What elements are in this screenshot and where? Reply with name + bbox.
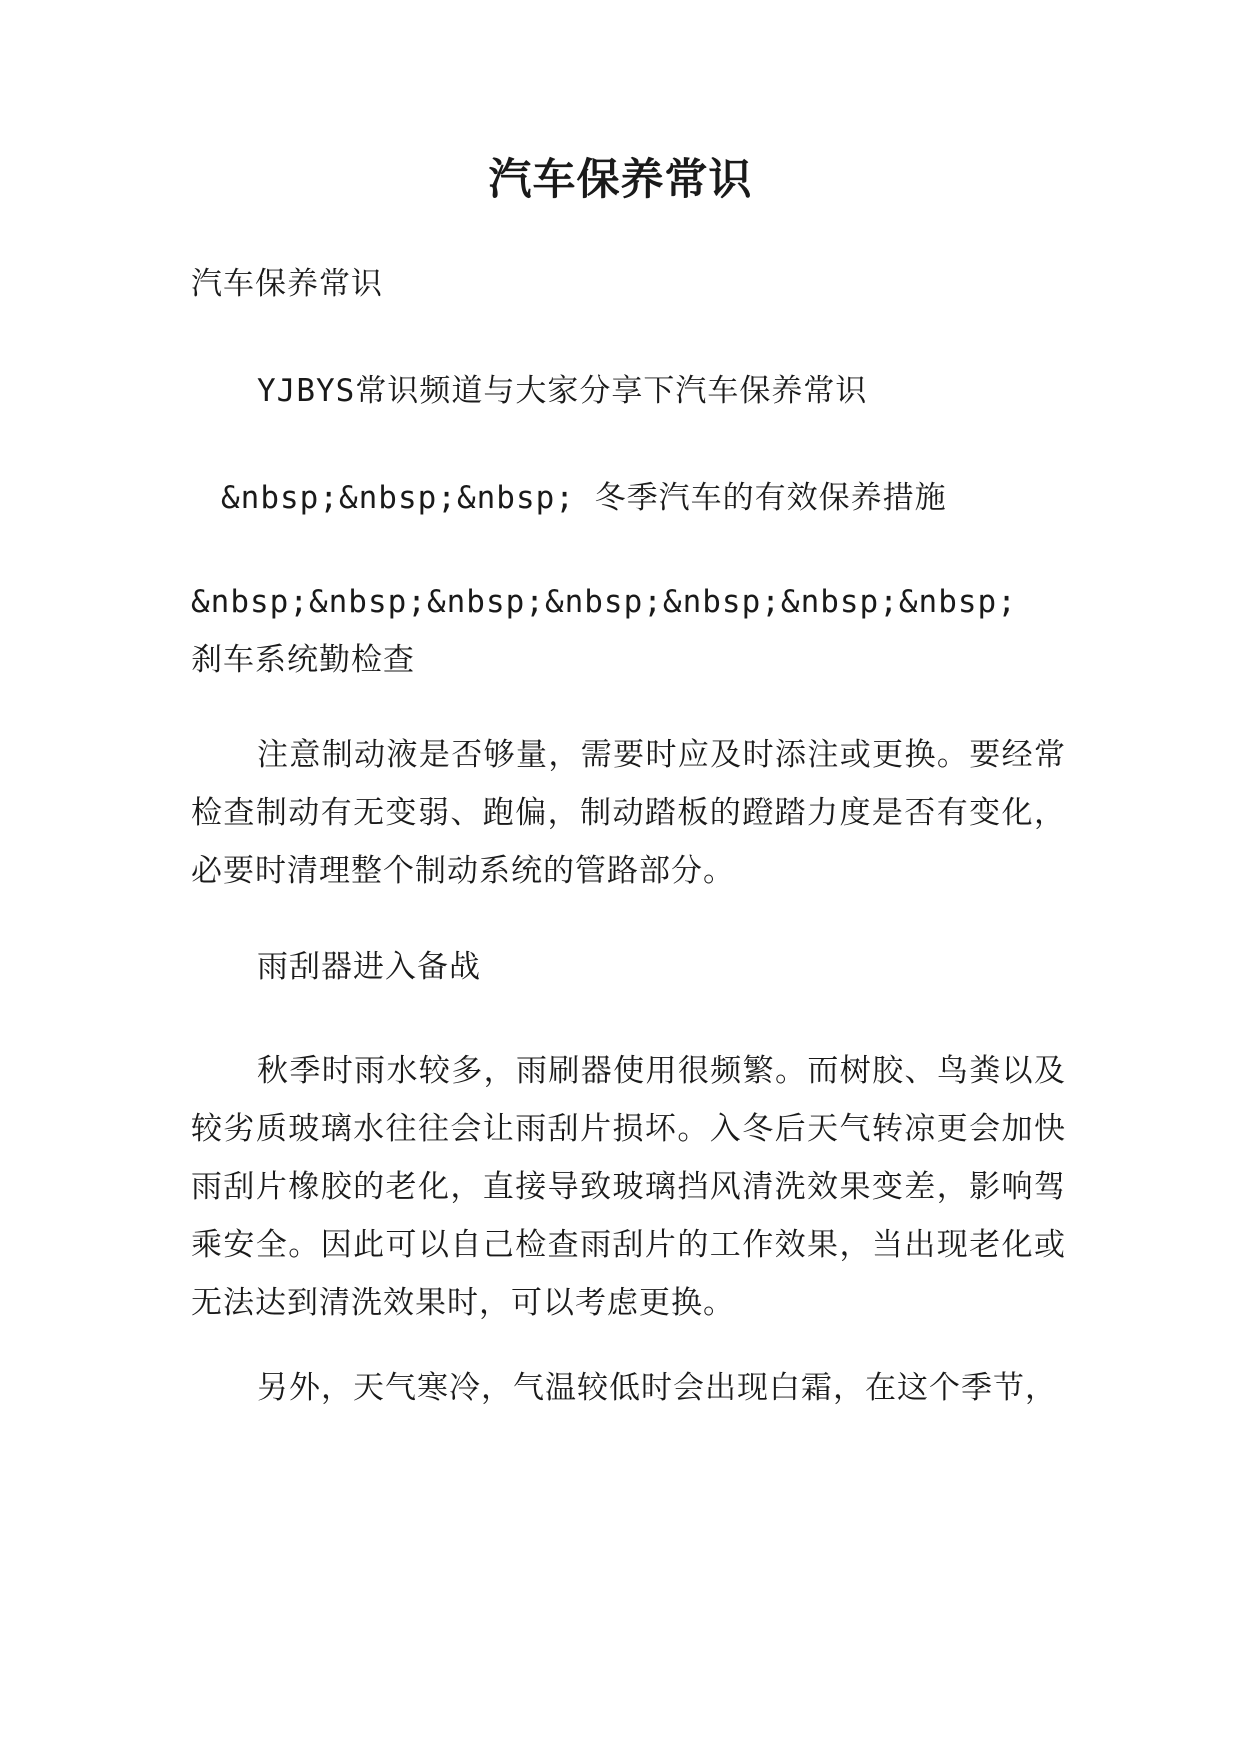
intro-paragraph: YJBYS常识频道与大家分享下汽车保养常识 [257, 373, 868, 409]
subtitle-paragraph: 汽车保养常识 [191, 266, 383, 302]
section-heading-wipers: 雨刮器进入备战 [257, 949, 481, 985]
section-heading-brakes: &nbsp;&nbsp;&nbsp;&nbsp;&nbsp;&nbsp;&nbsp; 刹车系统勤检查 [191, 584, 1017, 678]
section-heading-winter: &nbsp;&nbsp;&nbsp; 冬季汽车的有效保养措施 [221, 480, 947, 516]
brakes-paragraph: 注意制动液是否够量，需要时应及时添注或更换。要经常检查制动有无变弱、跑偏，制动踏板的蹬踏力度是否有变化，必要时清理整个制动系统的管路部分。 [191, 737, 1066, 889]
document-title: 汽车保养常识 [488, 155, 753, 205]
wipers-paragraph: 秋季时雨水较多，雨刷器使用很频繁。而树胶、鸟粪以及较劣质玻璃水往往会让雨刮片损坏。入冬后天气转凉更会加快雨刮片橡胶的老化，直接导致玻璃挡风清洗效果变差，影响驾乘安全。因此可以自己检查雨刮片的工作效果，当出现老化或无法达到清洗效果时，可以考虑更换。 [191, 1053, 1066, 1321]
frost-paragraph: 另外，天气寒冷，气温较低时会出现白霜，在这个季节， [257, 1370, 1057, 1406]
